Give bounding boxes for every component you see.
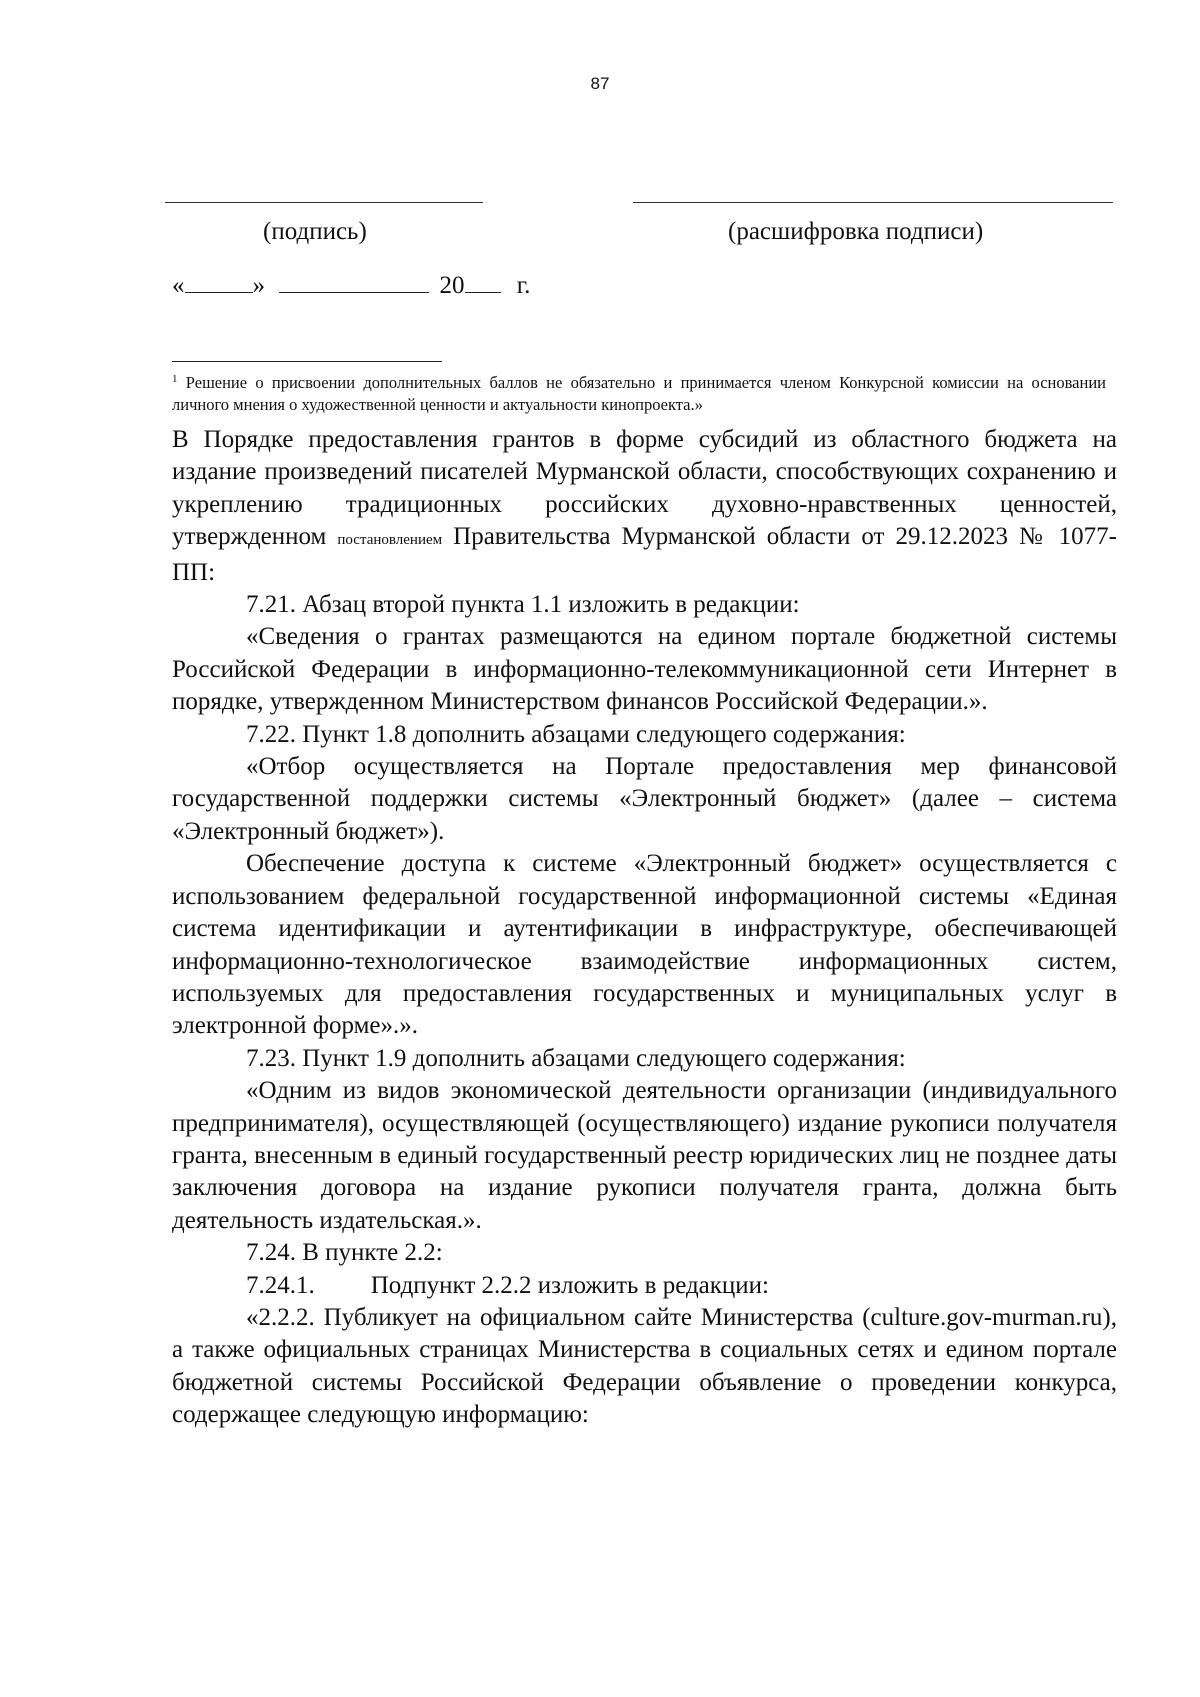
item-7-24-1-number: 7.24.1. [246, 1271, 315, 1299]
item-7-24: 7.24. В пункте 2.2: [246, 1239, 443, 1267]
item-7-23: 7.23. Пункт 1.9 дополнить абзацами следующего содержания: [246, 1044, 906, 1072]
date-open-quote: « [172, 272, 185, 299]
item-7-22: 7.22. Пункт 1.8 дополнить абзацами следующего содержания: [246, 720, 906, 748]
footnote-text: Решение о присвоении дополнительных баллов не обязательно и принимается членом Конкурсной комиссии на основании личного мнения о художественной ценности и актуальности кинопроекта.» [172, 373, 1106, 414]
footnote [172, 368, 1106, 416]
document-body [172, 424, 1117, 1432]
year-prefix: 20 [439, 272, 465, 299]
page-number: 87 [590, 74, 610, 93]
day-blank [185, 270, 253, 293]
year-blank [465, 270, 501, 293]
intro-text-part1: В Порядке предоставления грантов в форме субсидий из областного бюджета на издание произведений писателей Мурманской области, способствующих сохранению и укреплению традиционных российских духовно-нравственных ценностей, утвержденном [172, 426, 1117, 551]
item-7-23-text: «Одним из видов экономической деятельности организации (индивидуального предпринимателя), осуществляющей (осуществляющего) издание рукописи получателя гранта, внесенным в единый государственный реестр юридических лиц не позднее даты заключения договора на издание рукописи получателя гранта, должна быть деятельность издательская.». [172, 1077, 1117, 1234]
date-line [172, 270, 530, 300]
item-7-21: 7.21. Абзац второй пункта 1.1 изложить в редакции: [246, 591, 800, 619]
item-7-21-text: «Сведения о грантах размещаются на едином портале бюджетной системы Российской Федерации в информационно-телекоммуникационной сети Интернет в порядке, утвержденном Министерством финансов Российской Федерации.». [172, 623, 1117, 716]
signature-decoding-caption: (расшифровка подписи) [728, 218, 984, 245]
intro-small-word: постановлением [337, 532, 443, 549]
month-blank [279, 270, 429, 293]
item-7-22-text-2: Обеспечение доступа к системе «Электронный бюджет» осуществляется с использованием федеральной государственной информационной системы «Единая система идентификации и аутентификации в инфраструктуре, обеспечивающей информационно-технологическое взаимодействие информационных систем, используемых для предоставления государственных и муниципальных услуг в электронной форме».». [172, 850, 1117, 1040]
signature-line [165, 202, 483, 203]
item-7-24-1 [172, 1270, 1117, 1302]
footnote-separator [172, 361, 442, 362]
item-7-24-1-quote: «2.2.2. Публикует на официальном сайте Министерства (culture.gov-murman.ru), а также официальных страницах Министерства в социальных сетях и едином портале бюджетной системы Российской Федерации объявление о проведении конкурса, содержащее следующую информацию: [172, 1303, 1117, 1429]
footnote-marker: 1 [172, 373, 178, 385]
year-suffix: г. [516, 272, 531, 299]
signature-caption: (подпись) [263, 218, 367, 245]
intro-text-part2: Правительства Мурманской области от 29.12.2023 № 1077-ПП: [172, 523, 1117, 586]
signature-decoding-line [633, 202, 1113, 203]
item-7-22-text-1: «Отбор осуществляется на Портале предоставления мер финансовой государственной поддержки системы «Электронный бюджет» (далее – система «Электронный бюджет»). [172, 753, 1117, 845]
intro-paragraph [172, 424, 1117, 589]
date-close-quote: » [252, 272, 265, 299]
item-7-24-1-text: Подпункт 2.2.2 изложить в редакции: [370, 1271, 770, 1299]
